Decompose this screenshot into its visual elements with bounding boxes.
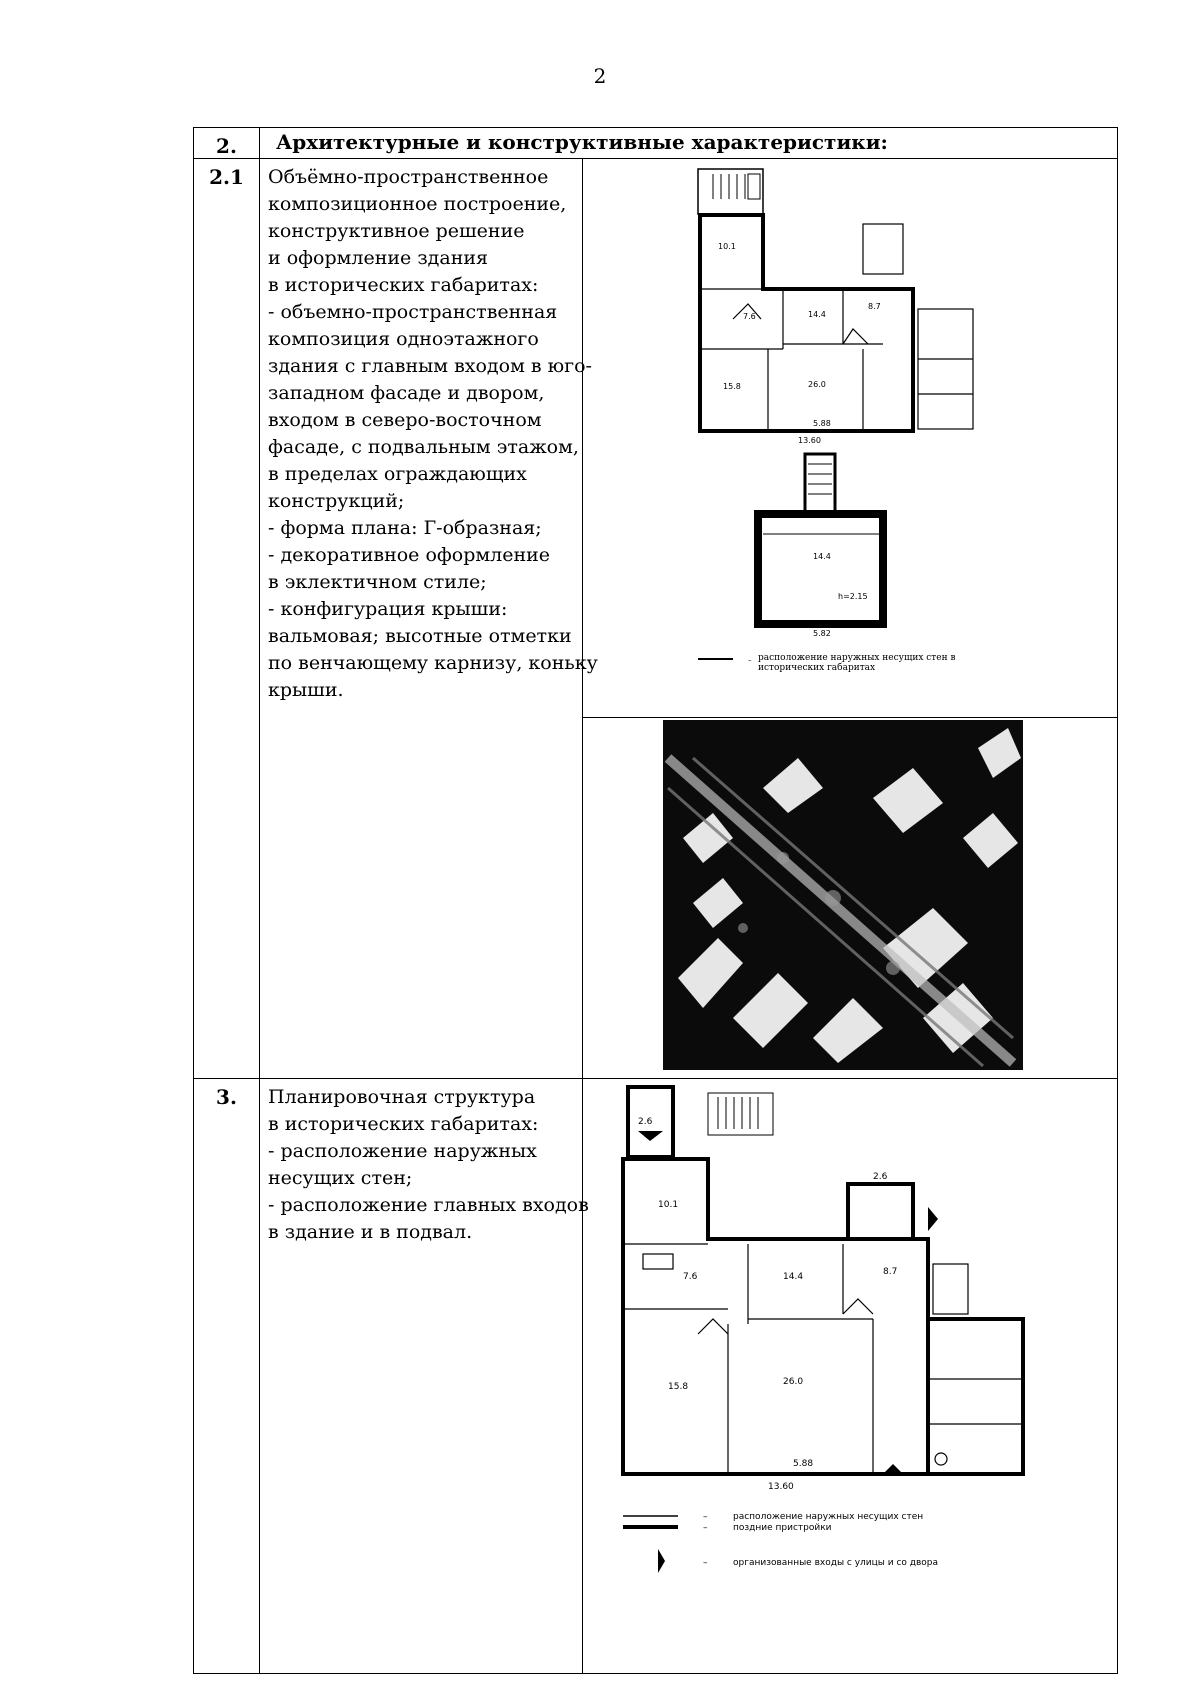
room-label: 26.0: [783, 1377, 804, 1387]
dimension-label: 13.60: [768, 1482, 794, 1492]
room-label: 14.4: [813, 552, 831, 561]
dimension-label: 5.82: [813, 629, 831, 638]
legend-late-additions: поздние пристройки: [733, 1523, 832, 1533]
dimension-label: 5.88: [793, 1459, 814, 1469]
room-label: h=2.15: [838, 592, 868, 601]
svg-text:–: –: [703, 1512, 708, 1522]
room-label: 14.4: [808, 310, 826, 319]
text-line: - форма плана: Г-образная;: [268, 517, 542, 539]
dimension-label: 13.60: [798, 436, 821, 445]
text-line: - конфигурация крыши:: [268, 598, 508, 620]
room-label: 2.6: [638, 1117, 653, 1127]
text-line: по венчающему карнизу, коньку: [268, 652, 598, 674]
text-line: Планировочная структура: [268, 1086, 536, 1108]
row-2-1-plan-cell: [583, 159, 1118, 718]
room-label: 8.7: [883, 1267, 898, 1277]
text-line: Объёмно-пространственное: [268, 166, 549, 188]
text-line: западном фасаде и двором,: [268, 382, 545, 404]
text-line: - расположение наружных: [268, 1140, 537, 1162]
floor-plan-structure: [583, 1079, 1116, 1669]
room-label: 14.4: [783, 1272, 804, 1282]
room-label: 7.6: [683, 1272, 698, 1282]
row-2-1-description: [260, 159, 598, 1079]
legend-historic-walls: расположение наружных несущих стен в исторических габаритах: [758, 653, 956, 673]
text-line: конструктивное решение: [268, 220, 525, 242]
room-label: 15.8: [723, 382, 741, 391]
text-line: композиционное построение,: [268, 193, 567, 215]
svg-text:–: –: [703, 1558, 708, 1568]
row-3: [194, 1079, 1118, 1674]
text-line: в исторических габаритах:: [268, 1113, 539, 1135]
section-title: Архитектурные и конструктивные характеристики:: [260, 128, 1118, 159]
text-line: конструкций;: [268, 490, 405, 512]
characteristics-table: [193, 127, 1118, 1674]
room-label: 15.8: [668, 1382, 689, 1392]
legend-entrances: организованные входы с улицы и со двора: [733, 1558, 939, 1568]
text-line: здания с главным входом в юго-: [268, 355, 592, 377]
text-line: в исторических габаритах:: [268, 274, 539, 296]
row-3-description: [260, 1079, 589, 1674]
text-line: в эклектичном стиле;: [268, 571, 487, 593]
room-label: 8.7: [868, 302, 881, 311]
row-2-1: [194, 159, 1118, 718]
text-line: входом в северо-восточном: [268, 409, 542, 431]
svg-text:–: –: [703, 1523, 708, 1533]
section-number: 2.: [194, 128, 260, 159]
text-line: композиция одноэтажного: [268, 328, 539, 350]
text-line: - расположение главных входов: [268, 1194, 589, 1216]
text-line: - объемно-пространственная: [268, 301, 558, 323]
text-line: - декоративное оформление: [268, 544, 551, 566]
text-line: крыши.: [268, 679, 344, 701]
text-line: фасаде, с подвальным этажом,: [268, 436, 579, 458]
text-line: несущих стен;: [268, 1167, 413, 1189]
aerial-photo: [583, 718, 1116, 1074]
floor-plan-historic: [583, 159, 1116, 713]
legend-walls: расположение наружных несущих стен: [733, 1512, 924, 1522]
aerial-photo-cell: [583, 718, 1118, 1079]
room-label: 10.1: [718, 242, 736, 251]
text-line: и оформление здания: [268, 247, 489, 269]
svg-text:–: –: [748, 656, 752, 664]
row-2-1-number: 2.1: [194, 159, 260, 1079]
text-line: в здание и в подвал.: [268, 1221, 473, 1243]
row-3-plan-cell: [583, 1079, 1118, 1674]
room-label: 26.0: [808, 380, 826, 389]
dimension-label: 5.88: [813, 419, 831, 428]
room-label: 7.6: [743, 312, 756, 321]
room-label: 10.1: [658, 1200, 679, 1210]
text-line: вальмовая; высотные отметки: [268, 625, 572, 647]
section-header-row: [194, 128, 1118, 159]
page-number: 2: [593, 64, 607, 88]
dimension-label: 2.6: [873, 1172, 888, 1182]
row-3-number: 3.: [194, 1079, 260, 1674]
text-line: в пределах ограждающих: [268, 463, 527, 485]
